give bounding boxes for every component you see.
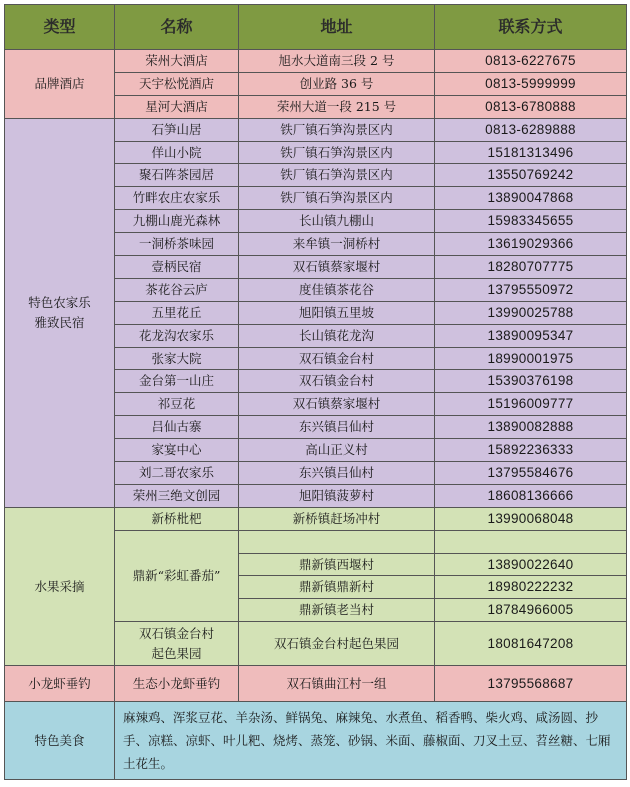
place-address: 鼎新镇老当村 xyxy=(239,599,435,622)
place-name: 荣州三绝文创园 xyxy=(115,484,239,507)
place-phone: 0813-5999999 xyxy=(435,72,627,95)
category-fruit: 水果采摘 xyxy=(5,507,115,665)
header-name: 名称 xyxy=(115,5,239,50)
place-name: 壹柄民宿 xyxy=(115,256,239,279)
place-name: 聚石阵茶园居 xyxy=(115,164,239,187)
place-address: 度佳镇茶花谷 xyxy=(239,278,435,301)
place-address: 双石镇曲江村一组 xyxy=(239,666,435,702)
table-row xyxy=(5,702,627,780)
place-phone: 13550769242 xyxy=(435,164,627,187)
place-phone: 13990068048 xyxy=(435,507,627,530)
place-phone: 15983345655 xyxy=(435,210,627,233)
place-phone: 13795550972 xyxy=(435,278,627,301)
place-name: 新桥枇杷 xyxy=(115,507,239,530)
place-phone: 0813-6780888 xyxy=(435,95,627,118)
place-address: 铁厂镇石笋沟景区内 xyxy=(239,187,435,210)
table-row xyxy=(5,666,627,702)
place-address: 旭水大道南三段 2 号 xyxy=(239,50,435,73)
place-name: 吕仙古寨 xyxy=(115,416,239,439)
category-crayfish: 小龙虾垂钓 xyxy=(5,666,115,702)
place-name: 荣州大酒店 xyxy=(115,50,239,73)
table-row xyxy=(5,50,627,73)
place-name: 石笋山居 xyxy=(115,118,239,141)
place-phone: 15181313496 xyxy=(435,141,627,164)
place-phone: 18608136666 xyxy=(435,484,627,507)
place-name: 九棚山鹿光森林 xyxy=(115,210,239,233)
place-phone-blank xyxy=(435,530,627,553)
place-address: 双石镇蔡家堰村 xyxy=(239,393,435,416)
place-phone: 18784966005 xyxy=(435,599,627,622)
place-address: 鼎新镇鼎新村 xyxy=(239,576,435,599)
place-name-tomato: 鼎新“彩虹番茄” xyxy=(115,530,239,622)
header-address: 地址 xyxy=(239,5,435,50)
place-name: 茶花谷云庐 xyxy=(115,278,239,301)
place-name: 生态小龙虾垂钓 xyxy=(115,666,239,702)
place-address: 长山镇花龙沟 xyxy=(239,324,435,347)
place-phone: 13990025788 xyxy=(435,301,627,324)
place-address: 旭阳镇五里坡 xyxy=(239,301,435,324)
place-name: 星河大酒店 xyxy=(115,95,239,118)
table-row xyxy=(5,507,627,530)
place-phone: 13890082888 xyxy=(435,416,627,439)
place-phone: 15196009777 xyxy=(435,393,627,416)
directory-table-wrapper xyxy=(4,4,627,780)
place-address: 东兴镇吕仙村 xyxy=(239,416,435,439)
place-phone: 13890095347 xyxy=(435,324,627,347)
place-address: 东兴镇吕仙村 xyxy=(239,462,435,485)
place-address: 铁厂镇石笋沟景区内 xyxy=(239,141,435,164)
category-farm-line1: 特色农家乐 xyxy=(28,294,91,310)
place-phone: 13619029366 xyxy=(435,233,627,256)
place-address: 新桥镇赶场冲村 xyxy=(239,507,435,530)
place-phone: 13795584676 xyxy=(435,462,627,485)
place-name: 祁豆花 xyxy=(115,393,239,416)
place-name-line1: 双石镇金台村 xyxy=(138,625,214,641)
place-name-line2: 起色果园 xyxy=(151,645,202,661)
place-phone: 15390376198 xyxy=(435,370,627,393)
place-name: 天宇松悦酒店 xyxy=(115,72,239,95)
place-address: 长山镇九棚山 xyxy=(239,210,435,233)
place-phone: 13795568687 xyxy=(435,666,627,702)
place-name: 张家大院 xyxy=(115,347,239,370)
place-name: 花龙沟农家乐 xyxy=(115,324,239,347)
table-row xyxy=(5,118,627,141)
place-name xyxy=(115,622,239,666)
place-address: 鼎新镇西堰村 xyxy=(239,553,435,576)
place-address: 来牟镇一洞桥村 xyxy=(239,233,435,256)
place-name: 刘二哥农家乐 xyxy=(115,462,239,485)
category-hotel: 品牌酒店 xyxy=(5,50,115,119)
place-address-blank xyxy=(239,530,435,553)
place-phone: 0813-6289888 xyxy=(435,118,627,141)
place-address: 双石镇蔡家堰村 xyxy=(239,256,435,279)
place-address: 创业路 36 号 xyxy=(239,72,435,95)
place-phone: 0813-6227675 xyxy=(435,50,627,73)
place-phone: 18081647208 xyxy=(435,622,627,666)
place-address: 旭阳镇菠萝村 xyxy=(239,484,435,507)
place-name: 五里花丘 xyxy=(115,301,239,324)
place-name: 家宴中心 xyxy=(115,439,239,462)
place-phone: 15892236333 xyxy=(435,439,627,462)
place-name: 佯山小院 xyxy=(115,141,239,164)
place-name: 一洞桥茶味园 xyxy=(115,233,239,256)
place-address: 荣州大道一段 215 号 xyxy=(239,95,435,118)
header-type: 类型 xyxy=(5,5,115,50)
category-farm xyxy=(5,118,115,507)
place-address: 铁厂镇石笋沟景区内 xyxy=(239,118,435,141)
category-food: 特色美食 xyxy=(5,702,115,780)
place-phone: 13890047868 xyxy=(435,187,627,210)
place-address: 铁厂镇石笋沟景区内 xyxy=(239,164,435,187)
place-address: 双石镇金台村 xyxy=(239,347,435,370)
place-address: 高山正义村 xyxy=(239,439,435,462)
place-address: 双石镇金台村 xyxy=(239,370,435,393)
place-phone: 18990001975 xyxy=(435,347,627,370)
header-row xyxy=(5,5,627,50)
table-body xyxy=(5,50,627,780)
place-phone: 13890022640 xyxy=(435,553,627,576)
place-name: 竹畔农庄农家乐 xyxy=(115,187,239,210)
category-farm-line2: 雅致民宿 xyxy=(34,314,85,330)
place-name: 金台第一山庄 xyxy=(115,370,239,393)
place-phone: 18980222232 xyxy=(435,576,627,599)
food-list: 麻辣鸡、浑浆豆花、羊杂汤、鲜锅兔、麻辣兔、水煮鱼、稻香鸭、柴火鸡、咸汤圆、抄手、凉糕、凉虾、叶儿粑、烧烤、蒸笼、砂锅、米面、藤椒面、刀叉土豆、苕丝糖、七厢土花生。 xyxy=(115,702,627,780)
place-address: 双石镇金台村起色果园 xyxy=(239,622,435,666)
place-phone: 18280707775 xyxy=(435,256,627,279)
header-contact: 联系方式 xyxy=(435,5,627,50)
directory-table xyxy=(4,4,627,780)
